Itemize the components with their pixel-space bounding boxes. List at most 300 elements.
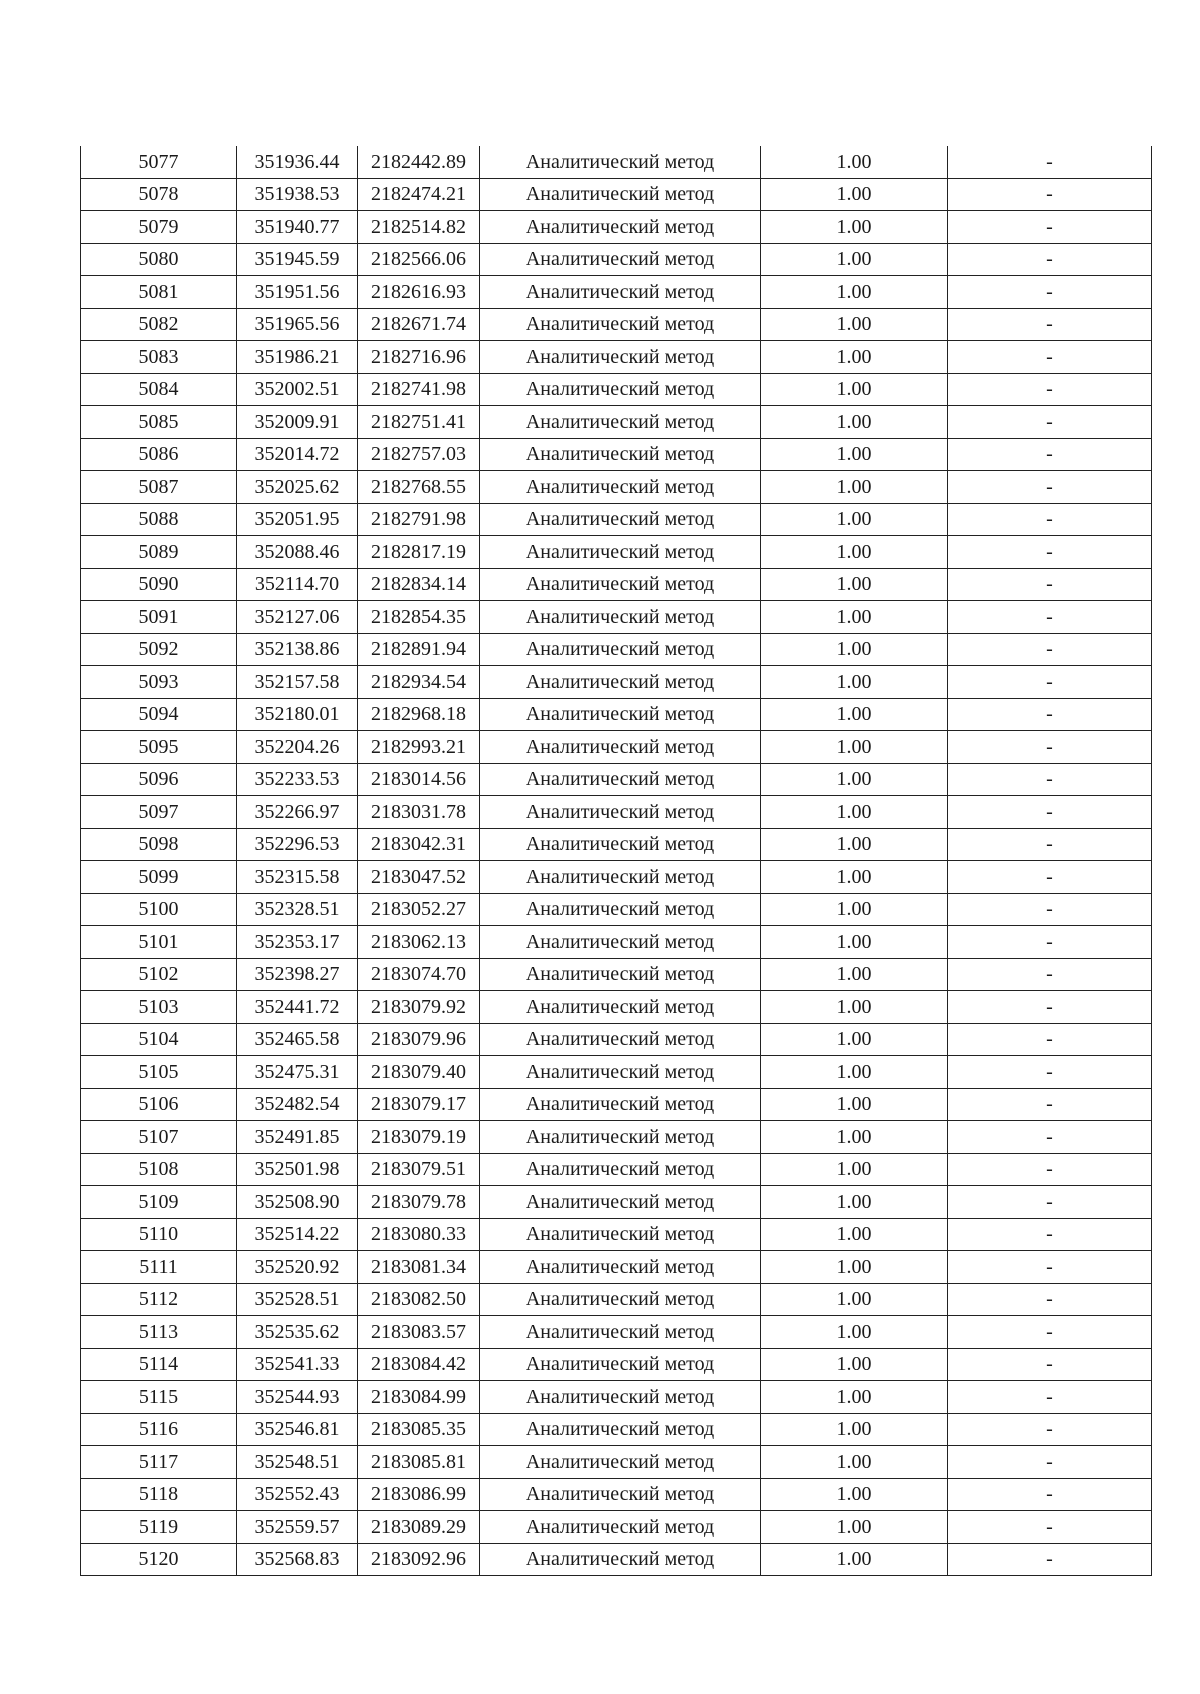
accuracy-cell: 1.00 — [761, 828, 948, 861]
y-coordinate-cell: 2183080.33 — [358, 1218, 480, 1251]
method-cell: Аналитический метод — [480, 1381, 761, 1414]
y-coordinate-cell: 2182934.54 — [358, 666, 480, 699]
table-row — [81, 861, 1152, 894]
y-coordinate-cell: 2183084.99 — [358, 1381, 480, 1414]
accuracy-cell: 1.00 — [761, 926, 948, 959]
method-cell: Аналитический метод — [480, 178, 761, 211]
accuracy-cell: 1.00 — [761, 763, 948, 796]
accuracy-cell: 1.00 — [761, 438, 948, 471]
accuracy-cell: 1.00 — [761, 211, 948, 244]
point-number-cell: 5115 — [81, 1381, 237, 1414]
table-row — [81, 828, 1152, 861]
note-cell: - — [948, 1381, 1152, 1414]
point-number-cell: 5077 — [81, 146, 237, 178]
accuracy-cell: 1.00 — [761, 568, 948, 601]
note-cell: - — [948, 796, 1152, 829]
table-row — [81, 1218, 1152, 1251]
point-number-cell: 5117 — [81, 1446, 237, 1479]
table-row — [81, 731, 1152, 764]
note-cell: - — [948, 958, 1152, 991]
table-row — [81, 438, 1152, 471]
accuracy-cell: 1.00 — [761, 341, 948, 374]
note-cell: - — [948, 763, 1152, 796]
table-row — [81, 633, 1152, 666]
method-cell: Аналитический метод — [480, 1186, 761, 1219]
method-cell: Аналитический метод — [480, 958, 761, 991]
y-coordinate-cell: 2182768.55 — [358, 471, 480, 504]
table-row — [81, 1348, 1152, 1381]
note-cell: - — [948, 471, 1152, 504]
table-row — [81, 1121, 1152, 1154]
y-coordinate-cell: 2183083.57 — [358, 1316, 480, 1349]
note-cell: - — [948, 568, 1152, 601]
table-row — [81, 1088, 1152, 1121]
point-number-cell: 5114 — [81, 1348, 237, 1381]
y-coordinate-cell: 2182993.21 — [358, 731, 480, 764]
point-number-cell: 5083 — [81, 341, 237, 374]
y-coordinate-cell: 2183031.78 — [358, 796, 480, 829]
note-cell: - — [948, 438, 1152, 471]
note-cell: - — [948, 308, 1152, 341]
point-number-cell: 5078 — [81, 178, 237, 211]
table-row — [81, 1186, 1152, 1219]
method-cell: Аналитический метод — [480, 568, 761, 601]
method-cell: Аналитический метод — [480, 503, 761, 536]
method-cell: Аналитический метод — [480, 1283, 761, 1316]
method-cell: Аналитический метод — [480, 1056, 761, 1089]
point-number-cell: 5082 — [81, 308, 237, 341]
x-coordinate-cell: 352025.62 — [237, 471, 358, 504]
method-cell: Аналитический метод — [480, 243, 761, 276]
y-coordinate-cell: 2183052.27 — [358, 893, 480, 926]
point-number-cell: 5079 — [81, 211, 237, 244]
method-cell: Аналитический метод — [480, 731, 761, 764]
x-coordinate-cell: 352138.86 — [237, 633, 358, 666]
y-coordinate-cell: 2182716.96 — [358, 341, 480, 374]
x-coordinate-cell: 352088.46 — [237, 536, 358, 569]
y-coordinate-cell: 2183079.92 — [358, 991, 480, 1024]
x-coordinate-cell: 352465.58 — [237, 1023, 358, 1056]
method-cell: Аналитический метод — [480, 893, 761, 926]
accuracy-cell: 1.00 — [761, 1153, 948, 1186]
accuracy-cell: 1.00 — [761, 178, 948, 211]
method-cell: Аналитический метод — [480, 1413, 761, 1446]
method-cell: Аналитический метод — [480, 1316, 761, 1349]
method-cell: Аналитический метод — [480, 211, 761, 244]
point-number-cell: 5101 — [81, 926, 237, 959]
x-coordinate-cell: 352568.83 — [237, 1543, 358, 1576]
x-coordinate-cell: 352009.91 — [237, 406, 358, 439]
note-cell: - — [948, 828, 1152, 861]
table-row — [81, 893, 1152, 926]
accuracy-cell: 1.00 — [761, 373, 948, 406]
note-cell: - — [948, 698, 1152, 731]
accuracy-cell: 1.00 — [761, 1056, 948, 1089]
y-coordinate-cell: 2183014.56 — [358, 763, 480, 796]
accuracy-cell: 1.00 — [761, 958, 948, 991]
table-row — [81, 406, 1152, 439]
accuracy-cell: 1.00 — [761, 1511, 948, 1544]
x-coordinate-cell: 352501.98 — [237, 1153, 358, 1186]
table-row — [81, 178, 1152, 211]
x-coordinate-cell: 352014.72 — [237, 438, 358, 471]
accuracy-cell: 1.00 — [761, 893, 948, 926]
table-row — [81, 1316, 1152, 1349]
y-coordinate-cell: 2183042.31 — [358, 828, 480, 861]
accuracy-cell: 1.00 — [761, 308, 948, 341]
x-coordinate-cell: 352546.81 — [237, 1413, 358, 1446]
method-cell: Аналитический метод — [480, 828, 761, 861]
accuracy-cell: 1.00 — [761, 1348, 948, 1381]
x-coordinate-cell: 352157.58 — [237, 666, 358, 699]
method-cell: Аналитический метод — [480, 1023, 761, 1056]
method-cell: Аналитический метод — [480, 308, 761, 341]
accuracy-cell: 1.00 — [761, 471, 948, 504]
note-cell: - — [948, 1316, 1152, 1349]
x-coordinate-cell: 352233.53 — [237, 763, 358, 796]
x-coordinate-cell: 352552.43 — [237, 1478, 358, 1511]
accuracy-cell: 1.00 — [761, 1478, 948, 1511]
table-row — [81, 698, 1152, 731]
y-coordinate-cell: 2183085.35 — [358, 1413, 480, 1446]
method-cell: Аналитический метод — [480, 373, 761, 406]
note-cell: - — [948, 211, 1152, 244]
note-cell: - — [948, 536, 1152, 569]
point-number-cell: 5084 — [81, 373, 237, 406]
x-coordinate-cell: 352127.06 — [237, 601, 358, 634]
point-number-cell: 5103 — [81, 991, 237, 1024]
point-number-cell: 5081 — [81, 276, 237, 309]
point-number-cell: 5095 — [81, 731, 237, 764]
note-cell: - — [948, 1121, 1152, 1154]
x-coordinate-cell: 352475.31 — [237, 1056, 358, 1089]
note-cell: - — [948, 503, 1152, 536]
method-cell: Аналитический метод — [480, 536, 761, 569]
point-number-cell: 5111 — [81, 1251, 237, 1284]
x-coordinate-cell: 352491.85 — [237, 1121, 358, 1154]
table-row — [81, 1023, 1152, 1056]
point-number-cell: 5112 — [81, 1283, 237, 1316]
accuracy-cell: 1.00 — [761, 243, 948, 276]
method-cell: Аналитический метод — [480, 1153, 761, 1186]
table-row — [81, 991, 1152, 1024]
point-number-cell: 5090 — [81, 568, 237, 601]
accuracy-cell: 1.00 — [761, 1023, 948, 1056]
point-number-cell: 5096 — [81, 763, 237, 796]
method-cell: Аналитический метод — [480, 991, 761, 1024]
accuracy-cell: 1.00 — [761, 633, 948, 666]
x-coordinate-cell: 352296.53 — [237, 828, 358, 861]
x-coordinate-cell: 352508.90 — [237, 1186, 358, 1219]
y-coordinate-cell: 2182757.03 — [358, 438, 480, 471]
method-cell: Аналитический метод — [480, 1218, 761, 1251]
accuracy-cell: 1.00 — [761, 503, 948, 536]
note-cell: - — [948, 1348, 1152, 1381]
x-coordinate-cell: 352328.51 — [237, 893, 358, 926]
y-coordinate-cell: 2183086.99 — [358, 1478, 480, 1511]
y-coordinate-cell: 2182891.94 — [358, 633, 480, 666]
method-cell: Аналитический метод — [480, 1088, 761, 1121]
point-number-cell: 5109 — [81, 1186, 237, 1219]
point-number-cell: 5091 — [81, 601, 237, 634]
note-cell: - — [948, 1023, 1152, 1056]
method-cell: Аналитический метод — [480, 926, 761, 959]
x-coordinate-cell: 352002.51 — [237, 373, 358, 406]
y-coordinate-cell: 2182442.89 — [358, 146, 480, 178]
accuracy-cell: 1.00 — [761, 1121, 948, 1154]
point-number-cell: 5107 — [81, 1121, 237, 1154]
y-coordinate-cell: 2183079.40 — [358, 1056, 480, 1089]
y-coordinate-cell: 2183079.19 — [358, 1121, 480, 1154]
note-cell: - — [948, 146, 1152, 178]
accuracy-cell: 1.00 — [761, 536, 948, 569]
note-cell: - — [948, 1478, 1152, 1511]
method-cell: Аналитический метод — [480, 666, 761, 699]
table-row — [81, 1446, 1152, 1479]
table-row — [81, 958, 1152, 991]
note-cell: - — [948, 276, 1152, 309]
y-coordinate-cell: 2183082.50 — [358, 1283, 480, 1316]
x-coordinate-cell: 351951.56 — [237, 276, 358, 309]
method-cell: Аналитический метод — [480, 471, 761, 504]
note-cell: - — [948, 1186, 1152, 1219]
accuracy-cell: 1.00 — [761, 1381, 948, 1414]
y-coordinate-cell: 2183079.78 — [358, 1186, 480, 1219]
y-coordinate-cell: 2183047.52 — [358, 861, 480, 894]
note-cell: - — [948, 1446, 1152, 1479]
note-cell: - — [948, 1251, 1152, 1284]
x-coordinate-cell: 351986.21 — [237, 341, 358, 374]
method-cell: Аналитический метод — [480, 698, 761, 731]
accuracy-cell: 1.00 — [761, 276, 948, 309]
x-coordinate-cell: 352520.92 — [237, 1251, 358, 1284]
x-coordinate-cell: 352266.97 — [237, 796, 358, 829]
table-body — [81, 146, 1152, 1576]
table-row — [81, 763, 1152, 796]
x-coordinate-cell: 352051.95 — [237, 503, 358, 536]
table-row — [81, 1543, 1152, 1576]
y-coordinate-cell: 2183089.29 — [358, 1511, 480, 1544]
method-cell: Аналитический метод — [480, 406, 761, 439]
table-row — [81, 926, 1152, 959]
point-number-cell: 5086 — [81, 438, 237, 471]
y-coordinate-cell: 2182671.74 — [358, 308, 480, 341]
accuracy-cell: 1.00 — [761, 1088, 948, 1121]
accuracy-cell: 1.00 — [761, 1543, 948, 1576]
y-coordinate-cell: 2182566.06 — [358, 243, 480, 276]
point-number-cell: 5104 — [81, 1023, 237, 1056]
table-row — [81, 1381, 1152, 1414]
point-number-cell: 5080 — [81, 243, 237, 276]
table-row — [81, 568, 1152, 601]
x-coordinate-cell: 352559.57 — [237, 1511, 358, 1544]
point-number-cell: 5102 — [81, 958, 237, 991]
point-number-cell: 5087 — [81, 471, 237, 504]
x-coordinate-cell: 352541.33 — [237, 1348, 358, 1381]
y-coordinate-cell: 2183084.42 — [358, 1348, 480, 1381]
accuracy-cell: 1.00 — [761, 861, 948, 894]
x-coordinate-cell: 352180.01 — [237, 698, 358, 731]
x-coordinate-cell: 351945.59 — [237, 243, 358, 276]
accuracy-cell: 1.00 — [761, 1218, 948, 1251]
y-coordinate-cell: 2183079.51 — [358, 1153, 480, 1186]
accuracy-cell: 1.00 — [761, 146, 948, 178]
table-row — [81, 243, 1152, 276]
note-cell: - — [948, 406, 1152, 439]
y-coordinate-cell: 2182751.41 — [358, 406, 480, 439]
method-cell: Аналитический метод — [480, 1446, 761, 1479]
method-cell: Аналитический метод — [480, 796, 761, 829]
accuracy-cell: 1.00 — [761, 406, 948, 439]
accuracy-cell: 1.00 — [761, 1283, 948, 1316]
y-coordinate-cell: 2182854.35 — [358, 601, 480, 634]
y-coordinate-cell: 2182741.98 — [358, 373, 480, 406]
y-coordinate-cell: 2183079.96 — [358, 1023, 480, 1056]
accuracy-cell: 1.00 — [761, 698, 948, 731]
x-coordinate-cell: 351965.56 — [237, 308, 358, 341]
note-cell: - — [948, 1413, 1152, 1446]
method-cell: Аналитический метод — [480, 1348, 761, 1381]
point-number-cell: 5088 — [81, 503, 237, 536]
accuracy-cell: 1.00 — [761, 666, 948, 699]
accuracy-cell: 1.00 — [761, 1316, 948, 1349]
y-coordinate-cell: 2182616.93 — [358, 276, 480, 309]
x-coordinate-cell: 352441.72 — [237, 991, 358, 1024]
method-cell: Аналитический метод — [480, 341, 761, 374]
method-cell: Аналитический метод — [480, 763, 761, 796]
y-coordinate-cell: 2182514.82 — [358, 211, 480, 244]
y-coordinate-cell: 2182834.14 — [358, 568, 480, 601]
x-coordinate-cell: 352535.62 — [237, 1316, 358, 1349]
note-cell: - — [948, 893, 1152, 926]
method-cell: Аналитический метод — [480, 1478, 761, 1511]
method-cell: Аналитический метод — [480, 1251, 761, 1284]
table-row — [81, 308, 1152, 341]
note-cell: - — [948, 243, 1152, 276]
table-row — [81, 1511, 1152, 1544]
x-coordinate-cell: 352548.51 — [237, 1446, 358, 1479]
note-cell: - — [948, 666, 1152, 699]
x-coordinate-cell: 352114.70 — [237, 568, 358, 601]
note-cell: - — [948, 373, 1152, 406]
point-number-cell: 5110 — [81, 1218, 237, 1251]
point-number-cell: 5089 — [81, 536, 237, 569]
table-row — [81, 666, 1152, 699]
y-coordinate-cell: 2182791.98 — [358, 503, 480, 536]
table-row — [81, 536, 1152, 569]
note-cell: - — [948, 601, 1152, 634]
point-number-cell: 5085 — [81, 406, 237, 439]
method-cell: Аналитический метод — [480, 861, 761, 894]
method-cell: Аналитический метод — [480, 438, 761, 471]
y-coordinate-cell: 2183081.34 — [358, 1251, 480, 1284]
y-coordinate-cell: 2182968.18 — [358, 698, 480, 731]
note-cell: - — [948, 926, 1152, 959]
table-row — [81, 471, 1152, 504]
x-coordinate-cell: 352204.26 — [237, 731, 358, 764]
accuracy-cell: 1.00 — [761, 601, 948, 634]
point-number-cell: 5120 — [81, 1543, 237, 1576]
table-row — [81, 1153, 1152, 1186]
note-cell: - — [948, 1056, 1152, 1089]
x-coordinate-cell: 352315.58 — [237, 861, 358, 894]
table-row — [81, 503, 1152, 536]
note-cell: - — [948, 1543, 1152, 1576]
note-cell: - — [948, 1153, 1152, 1186]
note-cell: - — [948, 1088, 1152, 1121]
method-cell: Аналитический метод — [480, 1543, 761, 1576]
x-coordinate-cell: 352482.54 — [237, 1088, 358, 1121]
x-coordinate-cell: 352398.27 — [237, 958, 358, 991]
method-cell: Аналитический метод — [480, 1121, 761, 1154]
table-row — [81, 1251, 1152, 1284]
y-coordinate-cell: 2183062.13 — [358, 926, 480, 959]
point-number-cell: 5094 — [81, 698, 237, 731]
y-coordinate-cell: 2183079.17 — [358, 1088, 480, 1121]
point-number-cell: 5108 — [81, 1153, 237, 1186]
accuracy-cell: 1.00 — [761, 796, 948, 829]
method-cell: Аналитический метод — [480, 146, 761, 178]
note-cell: - — [948, 341, 1152, 374]
table-row — [81, 146, 1152, 178]
table-row — [81, 211, 1152, 244]
accuracy-cell: 1.00 — [761, 1186, 948, 1219]
x-coordinate-cell: 351940.77 — [237, 211, 358, 244]
accuracy-cell: 1.00 — [761, 731, 948, 764]
point-number-cell: 5099 — [81, 861, 237, 894]
point-number-cell: 5106 — [81, 1088, 237, 1121]
point-number-cell: 5116 — [81, 1413, 237, 1446]
y-coordinate-cell: 2183085.81 — [358, 1446, 480, 1479]
point-number-cell: 5105 — [81, 1056, 237, 1089]
note-cell: - — [948, 178, 1152, 211]
table-row — [81, 1478, 1152, 1511]
note-cell: - — [948, 1511, 1152, 1544]
y-coordinate-cell: 2183092.96 — [358, 1543, 480, 1576]
note-cell: - — [948, 1283, 1152, 1316]
point-number-cell: 5098 — [81, 828, 237, 861]
coordinates-table — [80, 146, 1152, 1576]
y-coordinate-cell: 2182817.19 — [358, 536, 480, 569]
accuracy-cell: 1.00 — [761, 1251, 948, 1284]
method-cell: Аналитический метод — [480, 276, 761, 309]
table-row — [81, 1056, 1152, 1089]
note-cell: - — [948, 861, 1152, 894]
accuracy-cell: 1.00 — [761, 1446, 948, 1479]
method-cell: Аналитический метод — [480, 601, 761, 634]
point-number-cell: 5119 — [81, 1511, 237, 1544]
method-cell: Аналитический метод — [480, 1511, 761, 1544]
point-number-cell: 5093 — [81, 666, 237, 699]
x-coordinate-cell: 352544.93 — [237, 1381, 358, 1414]
table-row — [81, 373, 1152, 406]
table-row — [81, 796, 1152, 829]
x-coordinate-cell: 351938.53 — [237, 178, 358, 211]
note-cell: - — [948, 1218, 1152, 1251]
point-number-cell: 5118 — [81, 1478, 237, 1511]
x-coordinate-cell: 352528.51 — [237, 1283, 358, 1316]
table-row — [81, 1413, 1152, 1446]
table-row — [81, 341, 1152, 374]
note-cell: - — [948, 991, 1152, 1024]
method-cell: Аналитический метод — [480, 633, 761, 666]
y-coordinate-cell: 2183074.70 — [358, 958, 480, 991]
note-cell: - — [948, 633, 1152, 666]
point-number-cell: 5097 — [81, 796, 237, 829]
point-number-cell: 5092 — [81, 633, 237, 666]
table-row — [81, 1283, 1152, 1316]
note-cell: - — [948, 731, 1152, 764]
